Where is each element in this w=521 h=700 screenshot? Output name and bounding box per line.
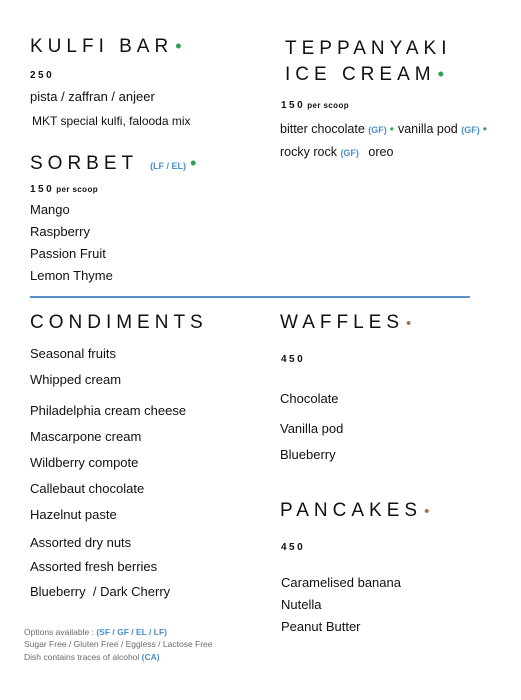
kulfi-bar-title: KULFI BAR: [30, 36, 174, 57]
gf-tag: (GF): [340, 148, 359, 158]
condiment-item: Wildberry compote: [30, 455, 139, 470]
section-divider: [30, 296, 470, 298]
condiment-item: Callebaut chocolate: [30, 481, 145, 496]
waffles-item: Chocolate: [280, 391, 339, 406]
condiment-item: Assorted dry nuts: [30, 535, 132, 550]
teppanyaki-title-line2: ICE CREAM: [285, 64, 436, 85]
options-label: Options available :: [24, 627, 94, 637]
teppanyaki-price-unit: per scoop: [307, 101, 350, 110]
teppanyaki-row: [280, 145, 393, 159]
sorbet-item: Lemon Thyme: [30, 268, 113, 283]
kulfi-bar-heading: [30, 36, 182, 58]
sorbet-price-value: 150: [30, 184, 55, 195]
green-dot-icon: •: [190, 153, 197, 173]
brown-dot-icon: •: [406, 315, 412, 332]
kulfi-price: 250: [30, 70, 55, 81]
sorbet-item: Mango: [30, 202, 70, 217]
pancakes-heading: [280, 500, 429, 522]
options-codes: (SF / GF / EL / LF): [96, 627, 167, 637]
alcohol-code: (CA): [141, 652, 160, 662]
teppanyaki-item: oreo: [368, 145, 394, 159]
waffles-price: 450: [281, 354, 306, 365]
sorbet-price: [30, 184, 98, 195]
sorbet-title: SORBET: [30, 153, 138, 174]
teppanyaki-heading-line1: TEPPANYAKI: [285, 38, 452, 59]
pancakes-item: Caramelised banana: [281, 575, 401, 590]
alcohol-note: [24, 652, 160, 662]
sorbet-item: Passion Fruit: [30, 246, 106, 261]
condiment-item: Assorted fresh berries: [30, 559, 158, 574]
green-dot-icon: •: [389, 122, 394, 136]
sorbet-price-unit: per scoop: [56, 185, 99, 194]
pancakes-price: 450: [281, 542, 306, 553]
teppanyaki-item: bitter chocolate: [280, 122, 365, 136]
condiment-item: Blueberry / Dark Cherry: [30, 584, 171, 599]
condiment-item: Philadelphia cream cheese: [30, 403, 187, 418]
brown-dot-icon: •: [424, 503, 430, 520]
options-legend: Sugar Free / Gluten Free / Eggless / Lactose Free: [24, 639, 213, 649]
green-dot-icon: •: [437, 64, 444, 84]
pancakes-title: PANCAKES: [280, 500, 423, 521]
kulfi-item: pista / zaffran / anjeer: [30, 89, 155, 104]
waffles-title: WAFFLES: [280, 312, 405, 333]
pancakes-item: Peanut Butter: [281, 619, 361, 634]
sorbet-tag: (LF / EL): [150, 161, 187, 171]
gf-tag: (GF): [368, 125, 387, 135]
waffles-item: Vanilla pod: [280, 421, 344, 436]
green-dot-icon: •: [482, 122, 487, 136]
teppanyaki-price: [281, 100, 349, 111]
teppanyaki-row: [280, 122, 487, 136]
pancakes-item: Nutella: [281, 597, 322, 612]
kulfi-item: MKT special kulfi, falooda mix: [32, 114, 191, 128]
condiment-item: Hazelnut paste: [30, 507, 117, 522]
waffles-heading: [280, 312, 411, 334]
condiment-item: Mascarpone cream: [30, 429, 142, 444]
waffles-item: Blueberry: [280, 447, 336, 462]
alcohol-note-text: Dish contains traces of alcohol: [24, 652, 140, 662]
teppanyaki-item: rocky rock: [280, 145, 337, 159]
green-dot-icon: •: [175, 36, 182, 56]
condiments-heading: CONDIMENTS: [30, 312, 208, 333]
condiment-item: Seasonal fruits: [30, 346, 116, 361]
condiment-item: Whipped cream: [30, 372, 122, 387]
options-line: [24, 627, 167, 637]
sorbet-heading: [30, 153, 196, 175]
teppanyaki-item: vanilla pod: [397, 122, 458, 136]
teppanyaki-heading-line2: [285, 64, 444, 86]
gf-tag: (GF): [461, 125, 480, 135]
teppanyaki-price-value: 150: [281, 100, 306, 111]
sorbet-item: Raspberry: [30, 224, 90, 239]
